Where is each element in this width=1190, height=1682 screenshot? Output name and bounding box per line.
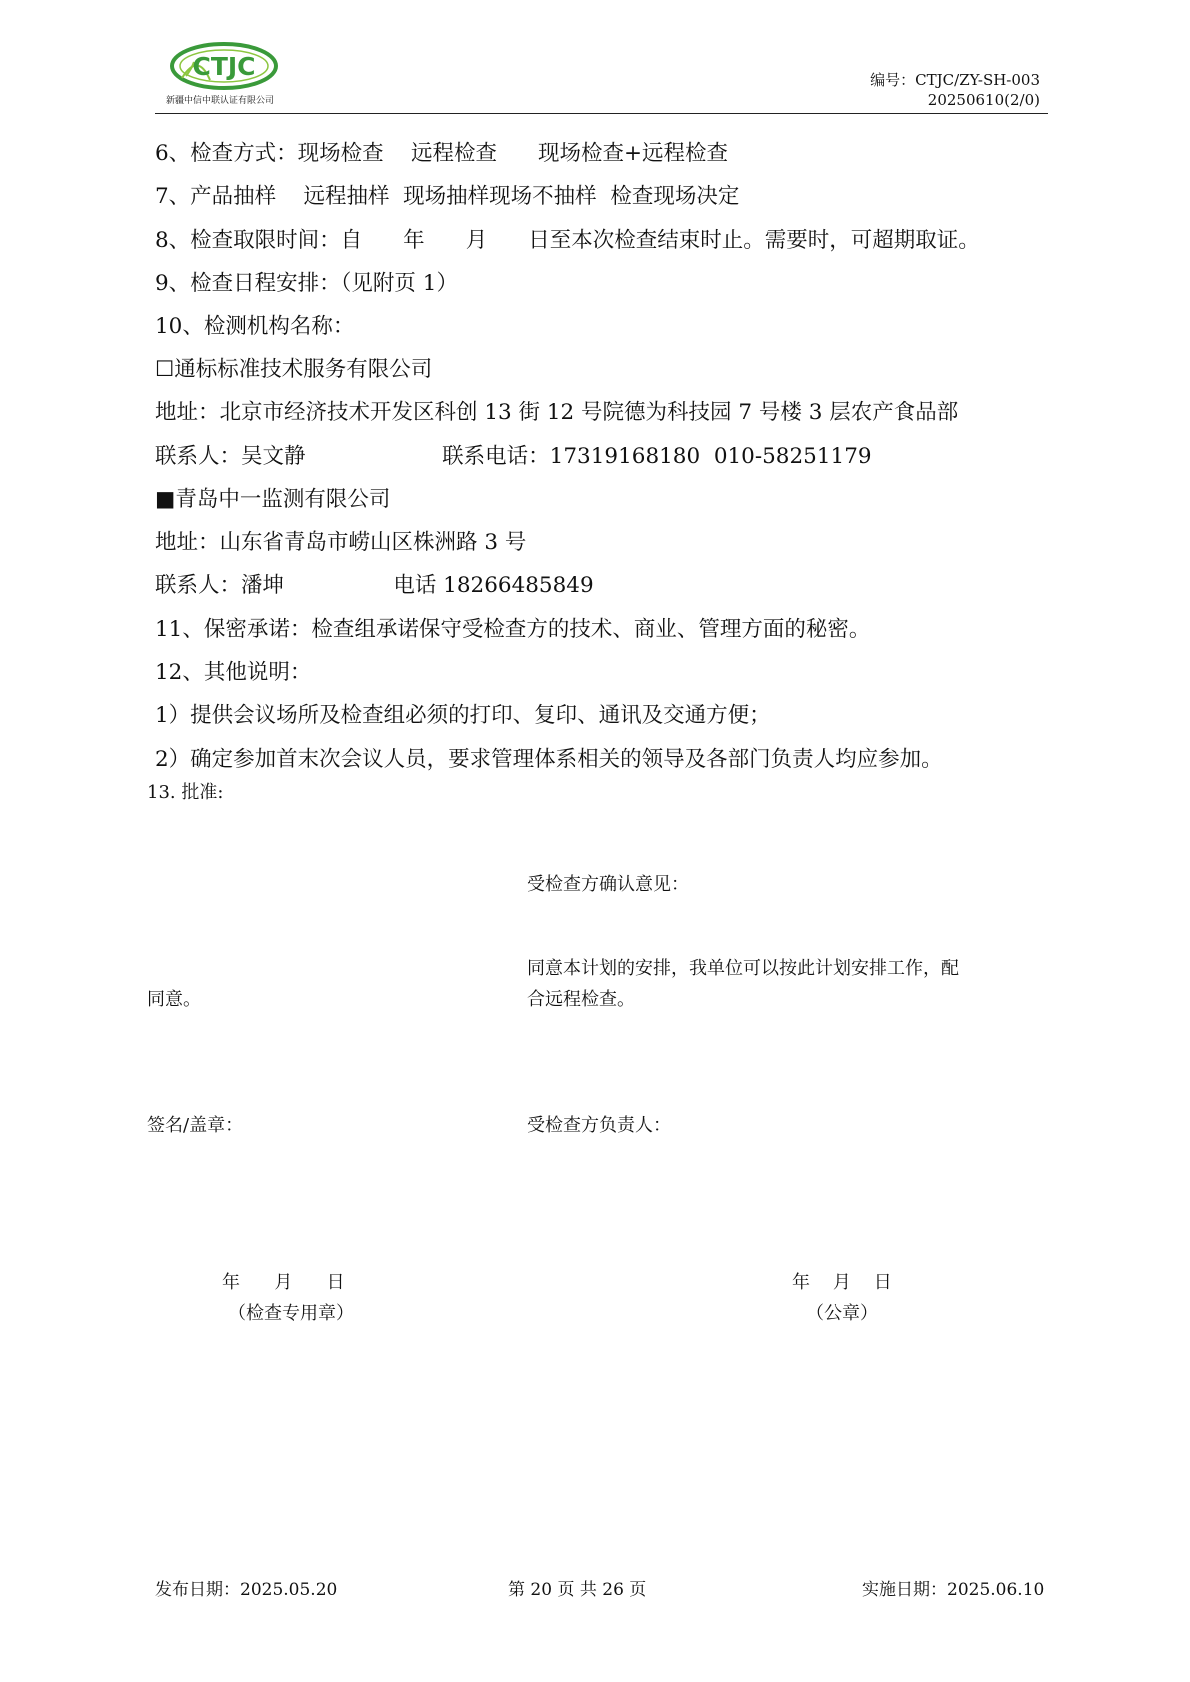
approver-signature-label: 签名/盖章： xyxy=(147,1115,244,1136)
publish-date: 发布日期：2025.05.20 xyxy=(155,1580,338,1600)
agency-2-name: ■青岛中一监测有限公司 xyxy=(155,487,391,512)
page-header xyxy=(0,0,1190,120)
item-6-inspection-method: 6、检查方式：现场检查 远程检查 现场检查+远程检查 xyxy=(155,141,729,166)
agency-1-name: ☐通标标准技术服务有限公司 xyxy=(155,357,433,382)
header-divider xyxy=(155,113,1048,114)
agency-1-contact: 联系人：吴文静 联系电话：17319168180 010-58251179 xyxy=(155,444,872,469)
inspectee-responsible-label: 受检查方负责人： xyxy=(527,1115,671,1136)
agency-2-address: 地址：山东省青岛市崂山区株洲路 3 号 xyxy=(155,530,527,555)
item-9-schedule: 9、检查日程安排：（见附页 1） xyxy=(155,271,458,296)
inspection-seal-label: （检查专用章） xyxy=(228,1303,354,1324)
approver-opinion: 同意。 xyxy=(147,989,201,1010)
agency-2-contact: 联系人：潘坤 电话 18266485849 xyxy=(155,573,594,598)
official-seal-label: （公章） xyxy=(806,1303,878,1324)
item-10-testing-agency: 10、检测机构名称： xyxy=(155,314,355,339)
item-11-confidentiality: 11、保密承诺：检查组承诺保守受检查方的技术、商业、管理方面的秘密。 xyxy=(155,617,871,642)
logo-caption: 新疆中信中联认证有限公司 xyxy=(166,96,275,106)
item-12-other-notes: 12、其他说明： xyxy=(155,660,312,685)
inspectee-date: 年 月 日 xyxy=(792,1272,892,1293)
approval-heading: 13. 批准: xyxy=(147,782,224,803)
item-7-product-sampling: 7、产品抽样 远程抽样 现场抽样现场不抽样 检查现场决定 xyxy=(155,184,740,209)
note-1: 1）提供会议场所及检查组必须的打印、复印、通讯及交通方便； xyxy=(155,703,771,728)
logo-text: CTJC xyxy=(192,52,256,81)
inspectee-opinion-line-1: 同意本计划的安排，我单位可以按此计划安排工作，配 xyxy=(527,958,959,979)
effective-date: 实施日期：2025.06.10 xyxy=(862,1580,1045,1600)
agency-1-address: 地址：北京市经济技术开发区科创 13 街 12 号院德为科技园 7 号楼 3 层农产食品部 xyxy=(155,400,959,425)
note-2: 2）确定参加首末次会议人员，要求管理体系相关的领导及各部门负责人均应参加。 xyxy=(155,747,943,772)
item-8-evidence-period: 8、检查取限时间：自 年 月 日至本次检查结束时止。需要时，可超期取证。 xyxy=(155,228,980,253)
inspectee-confirmation-heading: 受检查方确认意见： xyxy=(527,874,689,895)
document-code: 编号：CTJC/ZY-SH-003 xyxy=(870,71,1040,89)
approver-date: 年 月 日 xyxy=(222,1272,345,1293)
page-number: 第 20 页 共 26 页 xyxy=(508,1580,647,1600)
document-revision: 20250610(2/0) xyxy=(927,91,1040,109)
inspectee-opinion-line-2: 合远程检查。 xyxy=(527,989,635,1010)
